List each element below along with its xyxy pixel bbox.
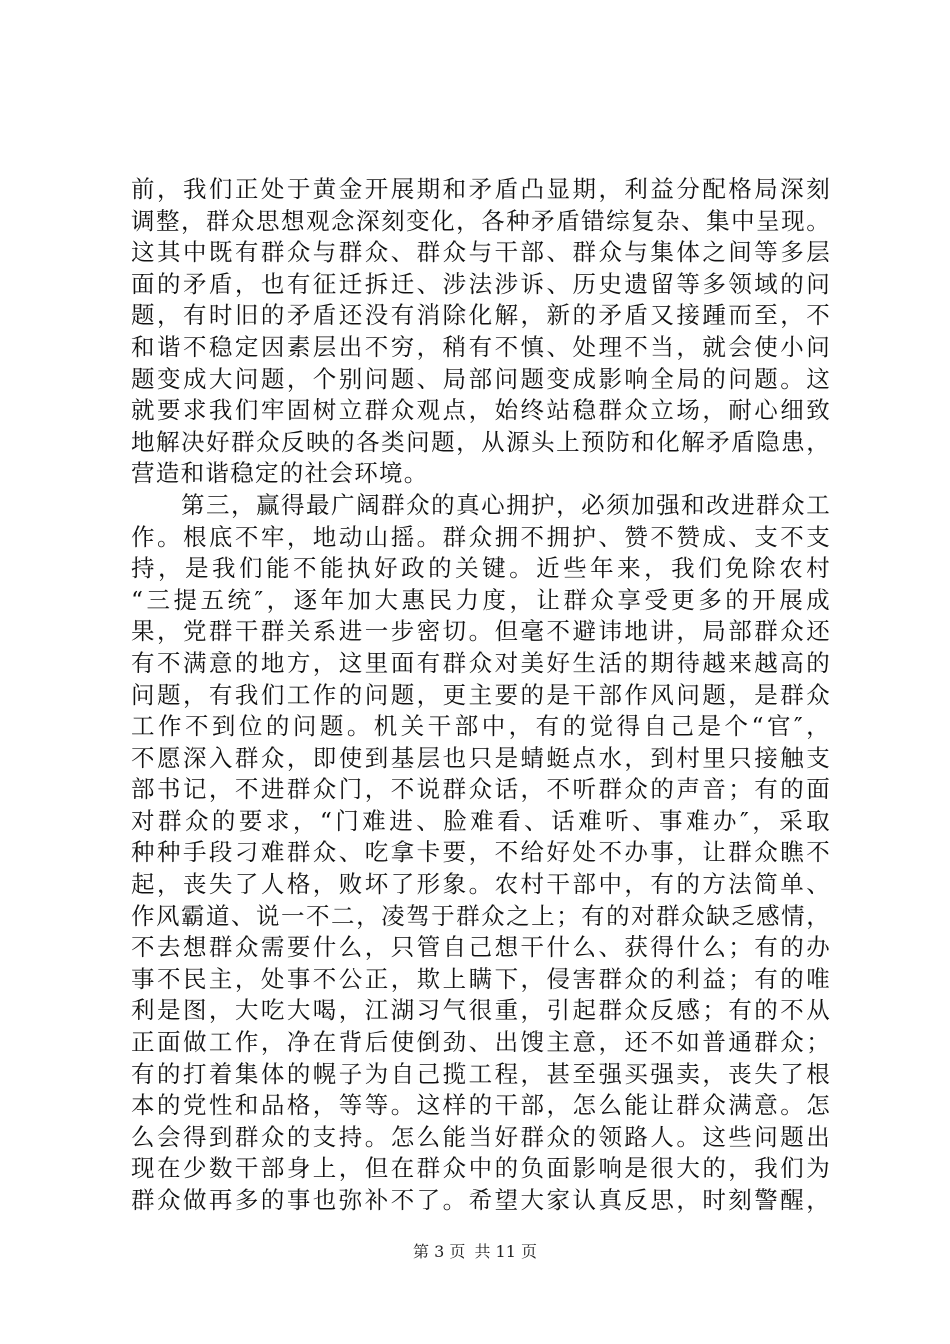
text-line: 持，是我们能不能执好政的关键。近些年来，我们免除农村 [131, 554, 831, 583]
text-line: 部书记，不进群众门，不说群众话，不听群众的声音；有的面 [131, 775, 831, 804]
text-line: 作风霸道、说一不二，凌驾于群众之上；有的对群众缺乏感情， [131, 901, 831, 930]
text-line: 问题，有我们工作的问题，更主要的是干部作风问题，是群众 [131, 680, 831, 709]
text-line: 不去想群众需要什么，只管自己想干什么、获得什么；有的办 [131, 933, 831, 962]
text-line: 有不满意的地方，这里面有群众对美好生活的期待越来越高的 [131, 648, 831, 677]
text-line: 么会得到群众的支持。怎么能当好群众的领路人。这些问题出 [131, 1122, 831, 1151]
text-line: 正面做工作，净在背后使倒劲、出馊主意，还不如普通群众； [131, 1028, 831, 1057]
text-line: 题，有时旧的矛盾还没有消除化解，新的矛盾又接踵而至，不 [131, 301, 831, 330]
text-line: 起，丧失了人格，败坏了形象。农村干部中，有的方法简单、 [131, 870, 831, 899]
page-total: 共 11 页 [474, 1242, 537, 1261]
text-line: 地解决好群众反映的各类问题，从源头上预防和化解矛盾隐患， [131, 427, 831, 456]
text-line: 题变成大问题，个别问题、局部问题变成影响全局的问题。这 [131, 364, 831, 393]
text-line: 种种手段刁难群众、吃拿卡要，不给好处不办事，让群众瞧不 [131, 838, 831, 867]
body-text [131, 174, 831, 1217]
text-line: 作。根底不牢，地动山摇。群众拥不拥护、赞不赞成、支不支 [131, 522, 831, 551]
text-line: 现在少数干部身上，但在群众中的负面影响是很大的，我们为 [131, 1154, 831, 1183]
text-line: 事不民主，处事不公正，欺上瞒下，侵害群众的利益；有的唯 [131, 964, 831, 993]
page-number: 第 3 页 [413, 1242, 466, 1261]
text-line: 营造和谐稳定的社会环境。 [131, 459, 429, 488]
text-line: 就要求我们牢固树立群众观点，始终站稳群众立场，耐心细致 [131, 396, 831, 425]
text-line: 不愿深入群众，即使到基层也只是蜻蜓点水，到村里只接触支 [131, 743, 831, 772]
text-line: 调整，群众思想观念深刻变化，各种矛盾错综复杂、集中呈现。 [131, 206, 831, 235]
text-line: 本的党性和品格，等等。这样的干部，怎么能让群众满意。怎 [131, 1091, 831, 1120]
page-footer [0, 1242, 950, 1262]
text-line: 果，党群干群关系进一步密切。但毫不避讳地讲，局部群众还 [131, 617, 831, 646]
text-line: 前，我们正处于黄金开展期和矛盾凸显期，利益分配格局深刻 [131, 175, 831, 203]
text-line: “三提五统″，逐年加大惠民力度，让群众享受更多的开展成 [131, 585, 831, 614]
text-line: 这其中既有群众与群众、群众与干部、群众与集体之间等多层 [131, 238, 831, 267]
text-line: 和谐不稳定因素层出不穷，稍有不慎、处理不当，就会使小问 [131, 332, 831, 361]
text-line: 利是图，大吃大喝，江湖习气很重，引起群众反感；有的不从 [131, 996, 831, 1025]
text-line: 有的打着集体的幌子为自己揽工程，甚至强买强卖，丧失了根 [131, 1059, 831, 1088]
text-line: 对群众的要求，“门难进、脸难看、话难听、事难办″，采取 [131, 806, 831, 835]
text-line: 第三，赢得最广阔群众的真心拥护，必须加强和改进群众工 [131, 490, 831, 519]
text-line: 面的矛盾，也有征迁拆迁、涉法涉诉、历史遗留等多领域的问 [131, 269, 831, 298]
text-line: 群众做再多的事也弥补不了。希望大家认真反思，时刻警醒， [131, 1186, 831, 1214]
text-line: 工作不到位的问题。机关干部中，有的觉得自己是个“官″， [131, 712, 831, 741]
